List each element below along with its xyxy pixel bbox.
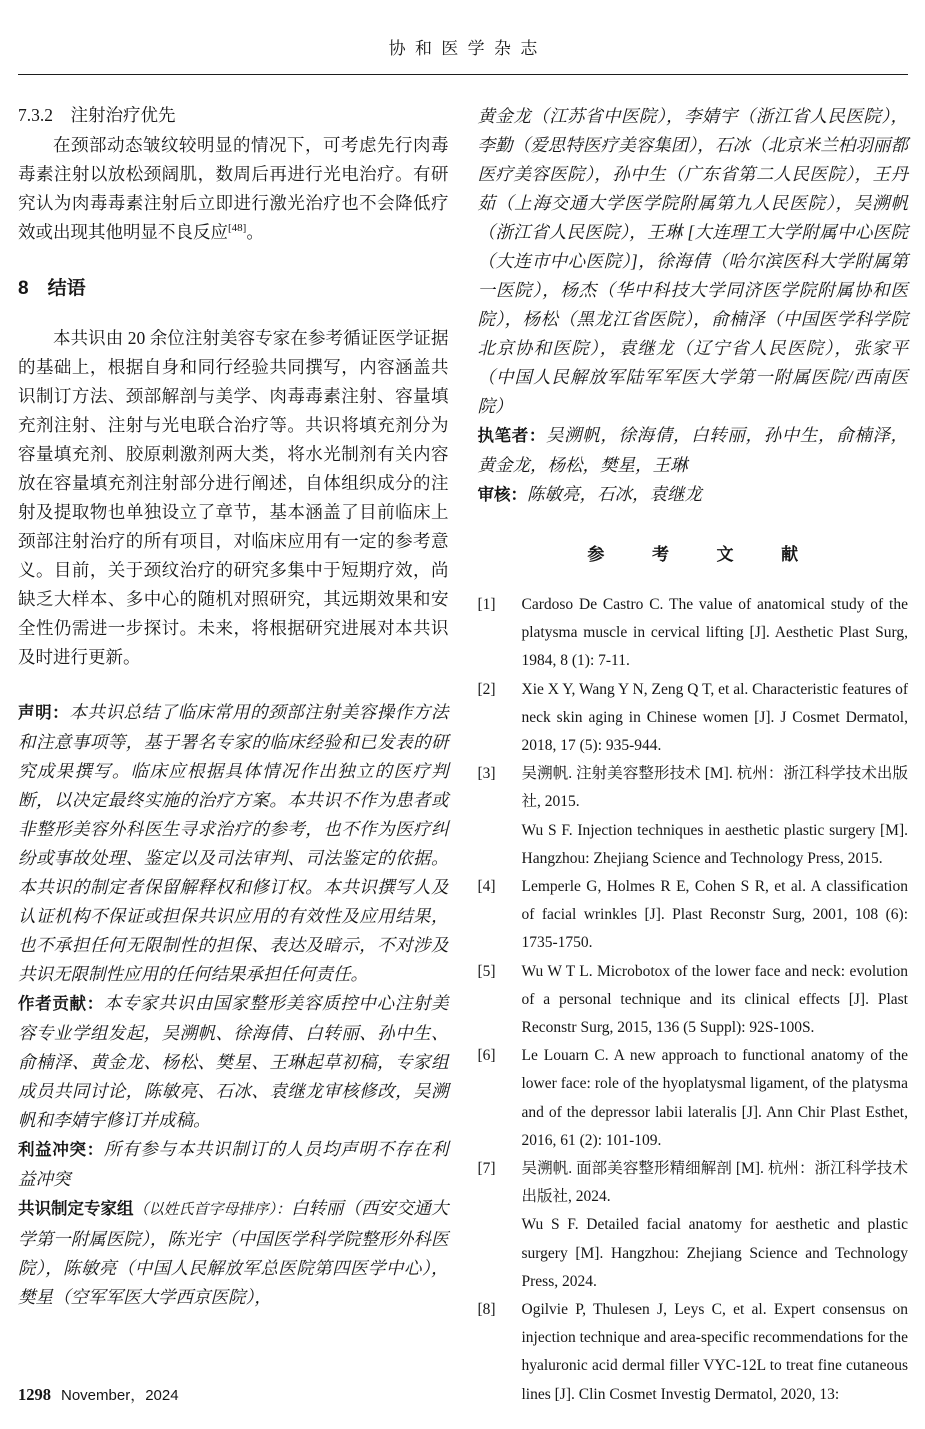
reference-item [478, 873, 909, 958]
statement-label: 声明： [18, 704, 70, 722]
paragraph-end: 。 [246, 222, 264, 242]
reference-text: Ogilvie P, Thulesen J, Leys C, et al. Expert consensus on injection technique and area-specific recommendations for the hyaluronic acid dermal filler VYC-12L to treat fine cutaneous lines [J]. Clin Cosmet Investig Dermatol, 2020, 13: [521, 1301, 908, 1403]
section-8-heading: 8 结语 [18, 278, 86, 299]
reference-text: 吴溯帆. 注射美容整形技术 [M]. 杭州：浙江科学技术出版社, 2015. [521, 765, 908, 811]
expert-group-block [18, 1194, 449, 1312]
header-rule [18, 74, 908, 75]
conflict-of-interest-text: 所有参与本共识制订的人员均声明不存在利益冲突 [18, 1139, 449, 1189]
writers-label: 执笔者： [477, 427, 547, 445]
reference-translation: Wu S F. Detailed facial anatomy for aesthetic and plastic surgery [M]. Hangzhou: Zhejiang Science and Technology Press, 2024. [521, 1216, 908, 1290]
author-contribution-block [18, 989, 449, 1135]
reference-number: [8] [477, 1301, 496, 1319]
references-title: 参 考 文 献 [587, 545, 814, 564]
statement-text: 本共识总结了临床常用的颈部注射美容操作方法和注意事项等，基于署名专家的临床经验和已发表的研究成果撰写。临床应根据具体情况作出独立的医疗判断，以决定最终实施的治疗方案。本共识不作为患者或非整形美容外科医生寻求治疗的参考，也不作为医疗纠纷或事故处理、鉴定以及司法审判、司法鉴定的依据。本共识的制定者保留解释权和修订权。本共识撰写人及认证机构不保证或担保共识应用的有效性及应用结果，也不承担任何无限制性的担保、表达及暗示，不对涉及共识无限制性应用的任何结果承担任何责任。 [18, 702, 449, 984]
reference-text: 吴溯帆. 面部美容整形精细解剖 [M]. 杭州：浙江科学技术出版社, 2024. [521, 1160, 908, 1206]
expert-group-text: 白转丽（西安交通大学第一附属医院），陈光宇（中国医学科学院整形外科医院），陈敏亮（中国人民解放军总医院第四医学中心），樊星（空军军医大学西京医院）， [18, 1198, 449, 1307]
page-footer [18, 1384, 179, 1405]
left-column [18, 102, 449, 1409]
author-contribution-text: 本专家共识由国家整形美容质控中心注射美容专业学组发起，吴溯帆、徐海倩、白转丽、孙中生、俞楠泽、黄金龙、杨松、樊星、王琳起草初稿，专家组成员共同讨论，陈敏亮、石冰、袁继龙审核修改，吴溯帆和李婧宇修订并成稿。 [18, 993, 449, 1130]
reference-number: [7] [477, 1160, 496, 1178]
reviewers-text: 陈敏亮，石冰，袁继龙 [527, 484, 702, 504]
reference-item [478, 1155, 909, 1296]
expert-group-note: （以姓氏首字母排序）： [133, 1202, 292, 1218]
reference-item [478, 760, 909, 873]
reference-item [478, 1042, 909, 1155]
expert-group-continued: 黄金龙（江苏省中医院），李婧宇（浙江省人民医院），李勤（爱思特医疗美容集团），石冰（北京米兰柏羽丽都医疗美容医院），孙中生（广东省第二人民医院），王丹茹（上海交通大学医学院附属第九人民医院），吴溯帆（浙江省人民医院），王琳 [大连理工大学附属中心医院（大连市中心医院）]，徐海倩（哈尔滨医科大学附属第一医院），杨杰（华中科技大学同济医学院附属协和医院），杨松（黑龙江省医院），俞楠泽（中国医学科学院北京协和医院），袁继龙（辽宁省人民医院），张家平（中国人民解放军陆军军医大学第一附属医院/西南医院） [477, 106, 908, 416]
page-number: 1298 [18, 1385, 51, 1404]
reviewers-block [478, 480, 909, 510]
section-7-3-2-heading: 7.3.2 注射治疗优先 [18, 105, 176, 125]
reference-number: [4] [477, 878, 496, 896]
statement-block [18, 698, 449, 989]
writers-text: 吴溯帆，徐海倩，白转丽，孙中生，俞楠泽，黄金龙，杨松，樊星，王琳 [477, 425, 909, 475]
reference-item [478, 958, 909, 1043]
reference-text: Cardoso De Castro C. The value of anatomical study of the platysma muscle in cervical lifting [J]. Aesthetic Plast Surg, 1984, 8 (1): 7-11. [521, 596, 908, 670]
right-column [478, 102, 909, 1409]
reference-number: [1] [477, 596, 496, 613]
conflict-of-interest-label: 利益冲突： [18, 1141, 104, 1159]
conflict-of-interest-block [18, 1135, 449, 1194]
reference-item [478, 676, 909, 761]
section-8-paragraph: 本共识由 20 余位注射美容专家在参考循证医学证据的基础上，根据自身和同行经验共同撰写，内容涵盖共识制订方法、颈部解剖与美学、肉毒毒素注射、容量填充剂注射、注射与光电联合治疗等。共识将填充剂分为容量填充剂、胶原刺激剂两大类，将水光制剂有关内容放在容量填充剂注射部分进行阐述，自体组织成分的注射及提取物也单独设立了章节，基本涵盖了目前临床上颈部注射治疗的所有项目，对临床应用有一定的参考意义。目前，关于颈纹治疗的研究多集中于短期疗效，尚缺乏大样本、多中心的随机对照研究，其远期效果和安全性仍需进一步探讨。未来，将根据研究进展对本共识及时进行更新。 [18, 328, 449, 667]
reference-number: [6] [477, 1047, 496, 1065]
writers-block [478, 421, 909, 480]
reference-number: [2] [477, 680, 496, 698]
expert-group-label: 共识制定专家组 [18, 1200, 134, 1218]
reference-text: Wu W T L. Microbotox of the lower face and neck: evolution of a personal technique and its clinical effects [J]. Plast Reconstr Surg, 2015, 136 (5 Suppl): 92S-100S. [521, 962, 908, 1037]
paragraph-text: 在颈部动态皱纹较明显的情况下，可考虑先行肉毒毒素注射以放松颈阔肌，数周后再进行光电治疗。有研究认为肉毒毒素注射后立即进行激光治疗也不会降低疗效或出现其他明显不良反应 [18, 135, 449, 242]
author-contribution-label: 作者贡献： [18, 995, 104, 1013]
citation-48: [48] [228, 222, 247, 235]
reference-text: Xie X Y, Wang Y N, Zeng Q T, et al. Characteristic features of neck skin aging in Chinese women [J]. J Cosmet Dermatol, 2018, 17 (5): 935-944. [521, 680, 908, 755]
issue-date: November，2024 [61, 1387, 179, 1404]
reference-item [478, 1296, 909, 1409]
reference-number: [5] [477, 962, 496, 980]
reviewers-label: 审核： [477, 486, 527, 504]
reference-translation: Wu S F. Injection techniques in aesthetic plastic surgery [M]. Hangzhou: Zhejiang Science and Technology Press, 2015. [521, 821, 908, 867]
two-column-body [18, 102, 908, 1409]
reference-number: [3] [477, 765, 496, 783]
section-7-3-2-paragraph [18, 131, 449, 247]
journal-title: 协和医学杂志 [388, 39, 547, 58]
reference-text: Le Louarn C. A new approach to functional anatomy of the lower face: role of the hyoplatysmal ligament, of the platysma and of the depressor labii lateralis [J]. Ann Chir Plast Esthet, 2016, 61 (2): 101-109. [521, 1047, 908, 1149]
reference-text: Lemperle G, Holmes R E, Cohen S R, et al. A classification of facial wrinkles [J]. Plast Reconstr Surg, 2001, 108 (6): 1735-1750. [521, 878, 908, 952]
reference-item [478, 591, 909, 676]
